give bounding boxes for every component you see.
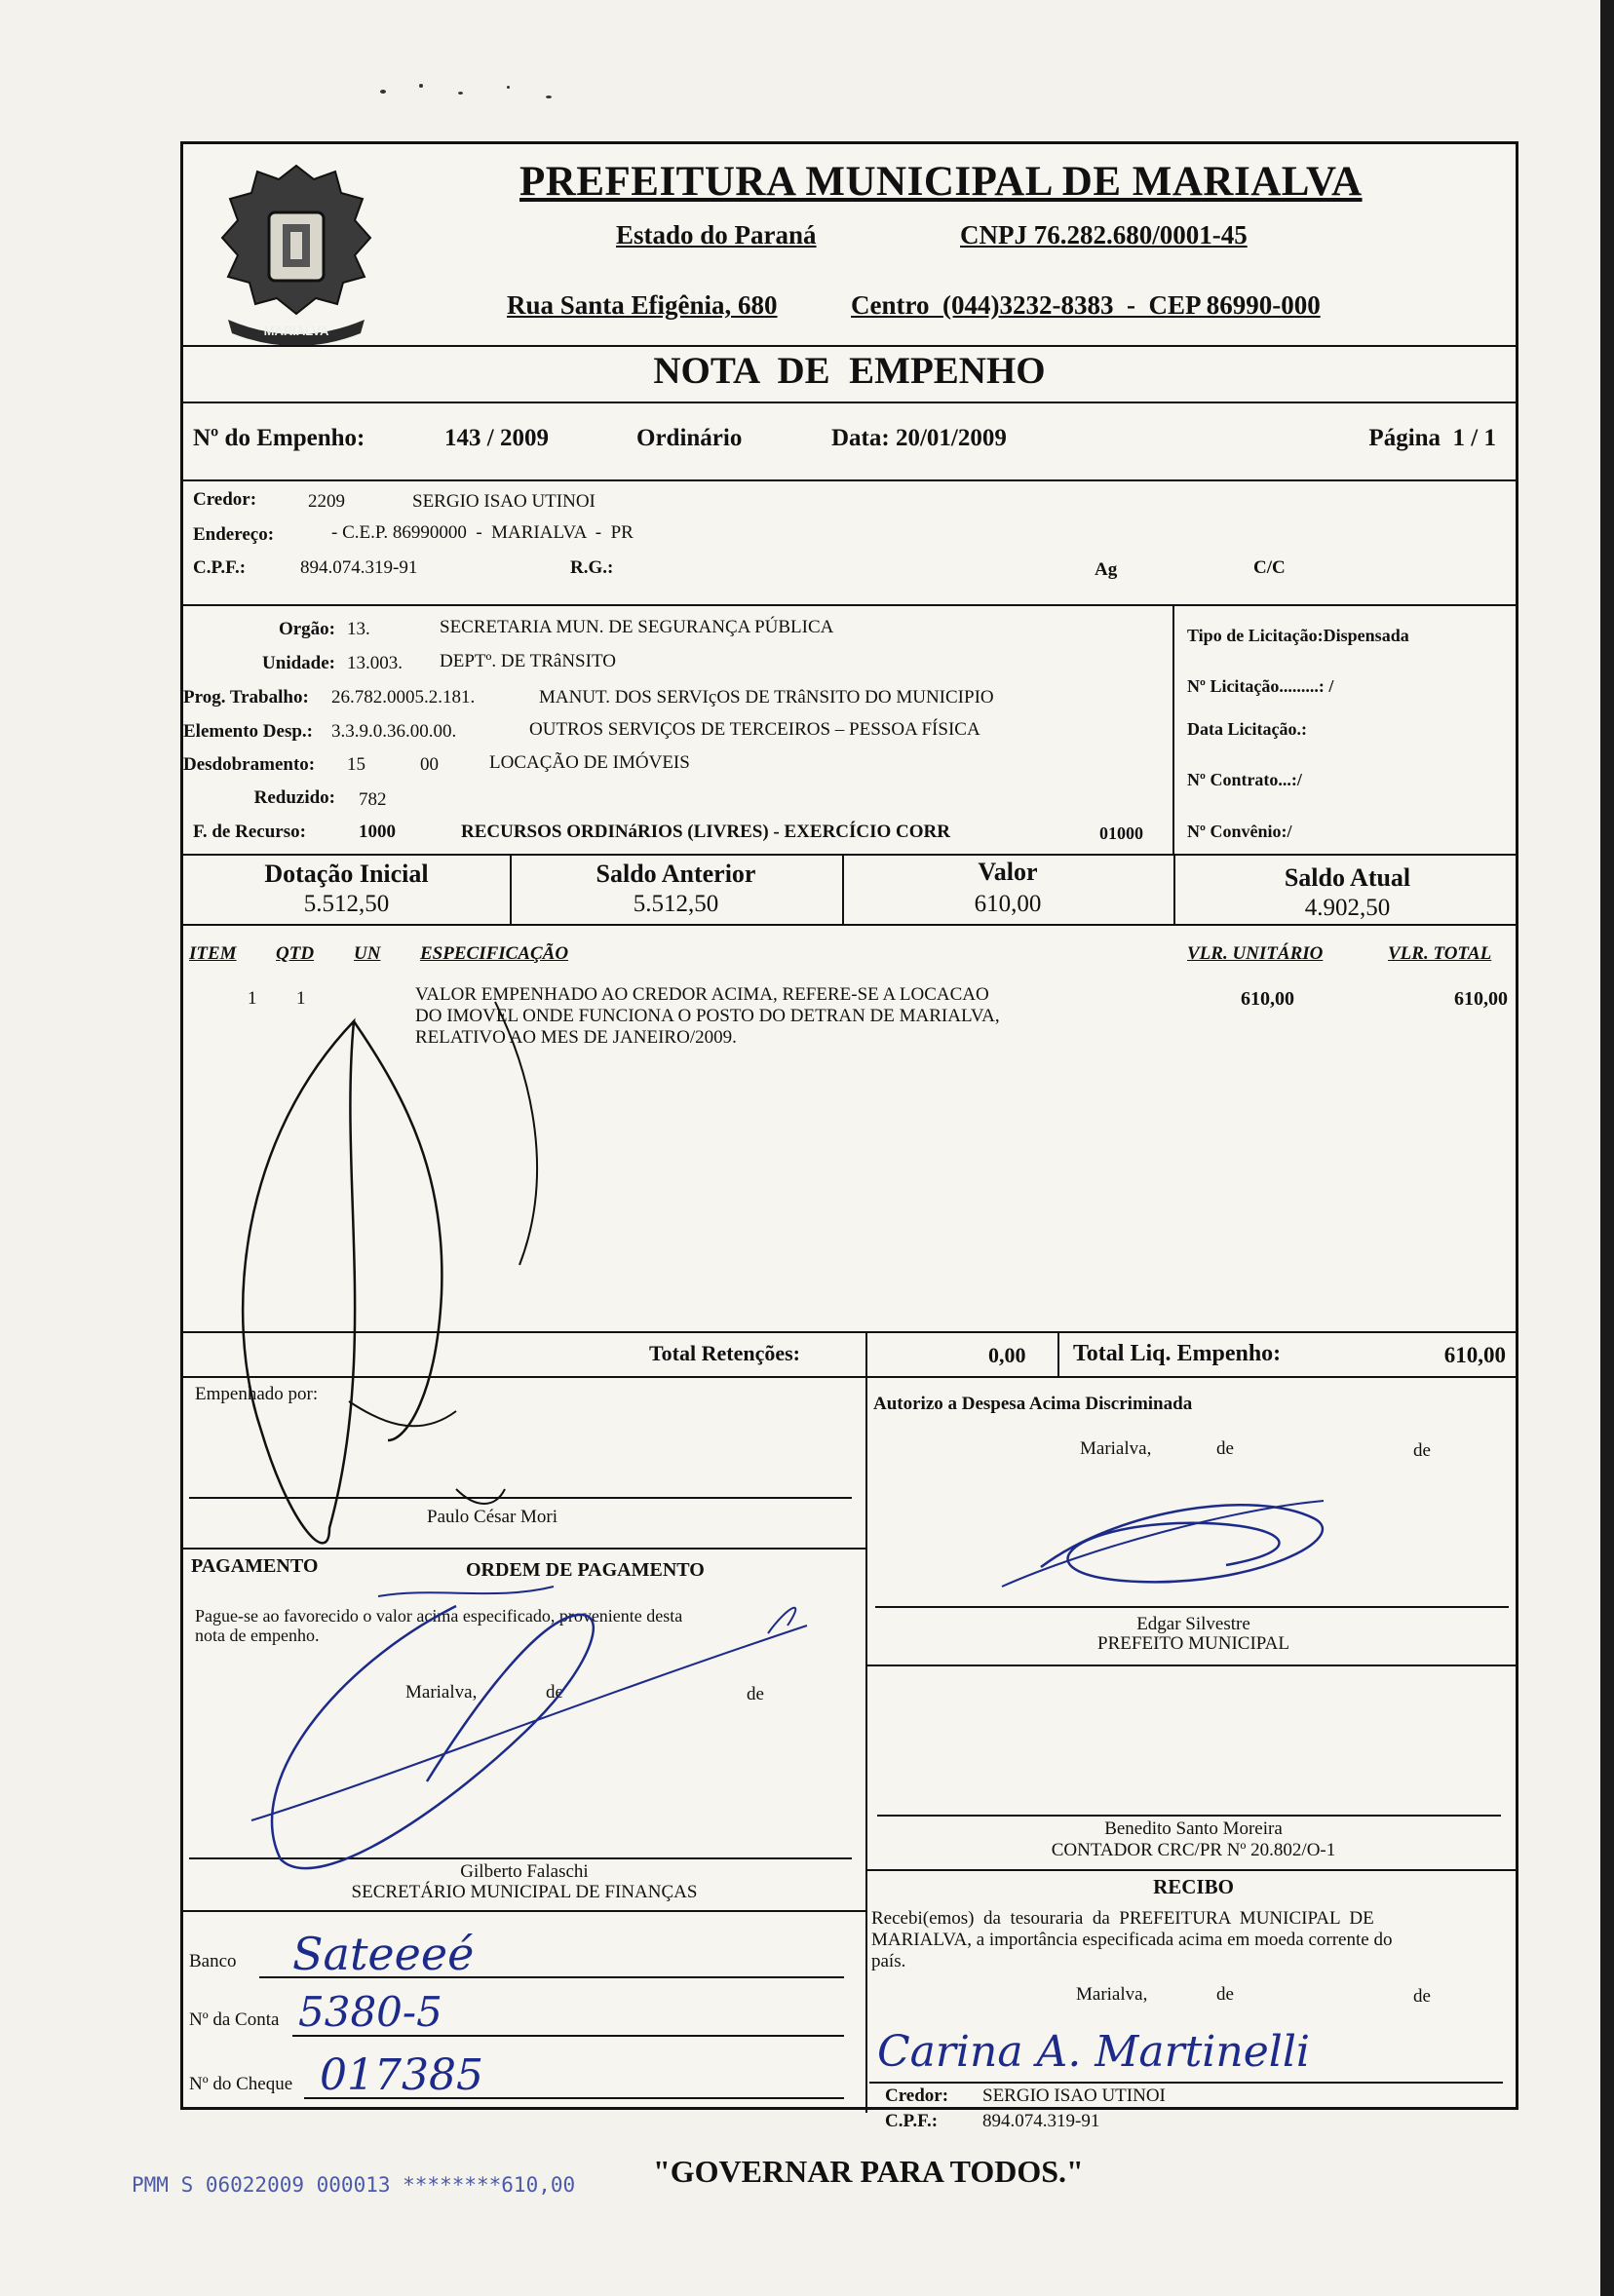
desdobramento-label: Desdobramento: <box>183 754 316 775</box>
document-title: NOTA DE EMPENHO <box>653 350 1046 392</box>
elemento-code: 3.3.9.0.36.00.00. <box>331 721 457 742</box>
desdobramento-a: 15 <box>347 754 365 775</box>
prefeito-name: Edgar Silvestre <box>1136 1614 1250 1634</box>
cpf-value: 894.074.319-91 <box>300 557 418 578</box>
divider <box>183 1548 865 1550</box>
credor-name: SERGIO ISAO UTINOI <box>412 491 596 512</box>
recurso-number: 01000 <box>1099 823 1143 843</box>
desdobramento-b: 00 <box>420 754 439 775</box>
recibo-de-2: de <box>1413 1986 1431 2007</box>
banco-value: Sateeeé <box>292 1928 475 1980</box>
divider <box>865 1869 1516 1871</box>
divider <box>183 924 1516 926</box>
licitacao-contrato: Nº Contrato...:/ <box>1187 770 1302 789</box>
recurso-code: 1000 <box>359 822 396 842</box>
recurso-name: RECURSOS ORDINáRIOS (LIVRES) - EXERCÍCIO CORR <box>461 822 950 842</box>
empenho-label: Nº do Empenho: <box>193 425 365 451</box>
divider <box>183 479 1516 481</box>
valor-label: Valor <box>978 858 1038 886</box>
orgao-label: Orgão: <box>278 619 335 639</box>
scan-speck <box>546 96 552 98</box>
item-quantity: 1 <box>296 988 306 1009</box>
recibo-de-1: de <box>1216 1984 1234 2005</box>
cpf-label: C.P.F.: <box>193 557 247 578</box>
item-spec-line-3: RELATIVO AO MES DE JANEIRO/2009. <box>415 1027 737 1048</box>
item-number: 1 <box>248 988 257 1009</box>
autorizo-de-2: de <box>1413 1440 1431 1461</box>
processing-stamp: PMM S 06022009 000013 ********610,00 <box>132 2173 576 2197</box>
col-especificacao: ESPECIFICAÇÃO <box>420 943 569 964</box>
empenho-number: 143 / 2009 <box>444 425 549 451</box>
divider <box>865 1376 867 2113</box>
banco-label: Banco <box>189 1951 237 1971</box>
autorizo-title: Autorizo a Despesa Acima Discriminada <box>873 1394 1193 1414</box>
ordem-pagamento-title: ORDEM DE PAGAMENTO <box>466 1559 705 1581</box>
pagamento-de-2: de <box>747 1684 764 1704</box>
divider <box>183 345 1516 347</box>
prog-name: MANUT. DOS SERVIçOS DE TRâNSITO DO MUNICIPIO <box>539 687 994 708</box>
licitacao-data: Data Licitação.: <box>1187 719 1307 739</box>
rg-label: R.G.: <box>570 557 614 578</box>
elemento-label: Elemento Desp.: <box>183 721 313 742</box>
cheque-value: 017385 <box>320 2050 483 2100</box>
signature-line <box>875 1606 1509 1608</box>
divider <box>183 1376 1516 1378</box>
empenhado-signer: Paulo César Mori <box>427 1507 558 1527</box>
page-number: Página 1 / 1 <box>1368 425 1496 451</box>
signature-line <box>869 2082 1503 2084</box>
recibo-city: Marialva, <box>1076 1984 1148 2005</box>
header-title: PREFEITURA MUNICIPAL DE MARIALVA <box>519 159 1363 205</box>
pagamento-title: PAGAMENTO <box>191 1555 319 1577</box>
saldo-atual-value: 4.902,50 <box>1304 895 1391 921</box>
licitacao-convenio: Nº Convênio:/ <box>1187 822 1292 841</box>
divider <box>1057 1331 1059 1376</box>
recibo-credor-label: Credor: <box>885 2086 949 2106</box>
divider <box>183 1331 1516 1333</box>
item-total-value: 610,00 <box>1454 988 1508 1010</box>
conta-label: Nº da Conta <box>189 2009 280 2030</box>
scan-speck <box>380 90 386 94</box>
prog-code: 26.782.0005.2.181. <box>331 687 476 708</box>
pagamento-text-line-1: Pague-se ao favorecido o valor acima especificado, proveniente desta <box>195 1606 683 1626</box>
signature-line <box>877 1815 1501 1817</box>
recibo-signature: Carina A. Martinelli <box>877 2027 1310 2077</box>
liq-empenho-label: Total Liq. Empenho: <box>1073 1341 1282 1366</box>
retencoes-value: 0,00 <box>988 1343 1026 1367</box>
municipal-crest-icon <box>199 154 394 349</box>
divider <box>183 604 1516 606</box>
header-street: Rua Santa Efigênia, 680 <box>507 290 778 320</box>
contador-role: CONTADOR CRC/PR Nº 20.802/O-1 <box>1051 1840 1336 1860</box>
scan-speck <box>507 86 510 89</box>
empenho-date: Data: 20/01/2009 <box>831 425 1007 451</box>
pagamento-city: Marialva, <box>405 1682 478 1703</box>
divider <box>183 854 1516 856</box>
divider <box>183 402 1516 403</box>
recibo-text-line-2: MARIALVA, a importância especificada acima em moeda corrente do <box>871 1930 1393 1950</box>
liq-empenho-value: 610,00 <box>1443 1343 1506 1367</box>
prog-label: Prog. Trabalho: <box>183 687 309 708</box>
header-cnpj: CNPJ 76.282.680/0001-45 <box>960 220 1248 249</box>
unidade-code: 13.003. <box>347 653 403 673</box>
item-spec-line-1: VALOR EMPENHADO AO CREDOR ACIMA, REFERE-SE A LOCACAO <box>415 984 989 1005</box>
credor-code: 2209 <box>308 491 345 512</box>
retencoes-label: Total Retenções: <box>649 1341 800 1365</box>
empenhado-label: Empenhado por: <box>195 1384 319 1404</box>
saldo-anterior-label: Saldo Anterior <box>596 860 756 888</box>
col-valor-total: VLR. TOTAL <box>1388 943 1492 964</box>
col-item: ITEM <box>189 943 237 964</box>
item-unit-value: 610,00 <box>1241 988 1294 1010</box>
col-qtd: QTD <box>276 943 315 964</box>
autorizo-city: Marialva, <box>1080 1438 1152 1459</box>
empenho-type: Ordinário <box>636 425 743 451</box>
header-state: Estado do Paraná <box>616 220 817 249</box>
endereco-label: Endereço: <box>193 524 275 545</box>
item-spec-line-2: DO IMOVEL ONDE FUNCIONA O POSTO DO DETRAN DE MARIALVA, <box>415 1006 1000 1026</box>
secretario-name: Gilberto Falaschi <box>460 1861 589 1882</box>
recurso-label: F. de Recurso: <box>193 822 306 842</box>
recibo-text-line-3: país. <box>871 1951 906 1971</box>
elemento-name: OUTROS SERVIÇOS DE TERCEIROS – PESSOA FÍSICA <box>529 719 980 740</box>
pagamento-text-line-2: nota de empenho. <box>195 1626 320 1645</box>
account-label: C/C <box>1253 557 1286 578</box>
agency-label: Ag <box>1095 559 1118 580</box>
licitacao-tipo: Tipo de Licitação:Dispensada <box>1187 626 1409 645</box>
orgao-code: 13. <box>347 619 370 639</box>
licitacao-numero: Nº Licitação.........: / <box>1187 676 1334 696</box>
saldo-atual-label: Saldo Atual <box>1284 863 1411 892</box>
divider <box>1172 604 1174 854</box>
footer-slogan: "GOVERNAR PARA TODOS." <box>653 2154 1084 2189</box>
svg-text:MARIALVA: MARIALVA <box>263 324 329 338</box>
recibo-cpf-label: C.P.F.: <box>885 2111 939 2131</box>
nota-de-empenho-form <box>180 141 1518 2131</box>
prefeito-role: PREFEITO MUNICIPAL <box>1097 1633 1289 1654</box>
divider <box>183 1910 865 1912</box>
desdobramento-name: LOCAÇÃO DE IMÓVEIS <box>489 752 690 773</box>
scan-speck <box>419 84 423 88</box>
reduzido-label: Reduzido: <box>253 787 335 808</box>
dotacao-label: Dotação Inicial <box>264 860 429 888</box>
dotacao-value: 5.512,50 <box>303 891 390 917</box>
recibo-text-line-1: Recebi(emos) da tesouraria da PREFEITURA MUNICIPAL DE <box>871 1908 1374 1929</box>
divider <box>865 1665 1516 1666</box>
credor-label: Credor: <box>193 489 257 510</box>
conta-value: 5380-5 <box>298 1988 442 2036</box>
pagamento-de-1: de <box>546 1682 563 1703</box>
endereco-value: - C.E.P. 86990000 - MARIALVA - PR <box>331 522 634 543</box>
valor-value: 610,00 <box>974 891 1042 917</box>
secretario-role: SECRETÁRIO MUNICIPAL DE FINANÇAS <box>351 1882 698 1902</box>
cheque-label: Nº do Cheque <box>189 2074 293 2094</box>
recibo-title: RECIBO <box>1153 1875 1234 1898</box>
scan-speck <box>458 92 463 95</box>
recibo-credor-value: SERGIO ISAO UTINOI <box>982 2086 1166 2106</box>
header-contact: Centro (044)3232-8383 - CEP 86990-000 <box>851 290 1321 320</box>
recibo-cpf-value: 894.074.319-91 <box>982 2111 1100 2131</box>
unidade-name: DEPTº. DE TRâNSITO <box>440 651 616 671</box>
signature-line <box>189 1857 852 1859</box>
col-valor-unitario: VLR. UNITÁRIO <box>1187 943 1324 964</box>
divider <box>865 1331 867 1376</box>
reduzido-value: 782 <box>359 789 387 810</box>
col-un: UN <box>354 943 381 964</box>
scan-edge <box>1600 0 1614 2296</box>
contador-name: Benedito Santo Moreira <box>1104 1818 1283 1839</box>
saldo-anterior-value: 5.512,50 <box>633 891 719 917</box>
unidade-label: Unidade: <box>262 653 335 673</box>
autorizo-de-1: de <box>1216 1438 1234 1459</box>
orgao-name: SECRETARIA MUN. DE SEGURANÇA PÚBLICA <box>440 617 834 637</box>
signature-line <box>189 1497 852 1499</box>
